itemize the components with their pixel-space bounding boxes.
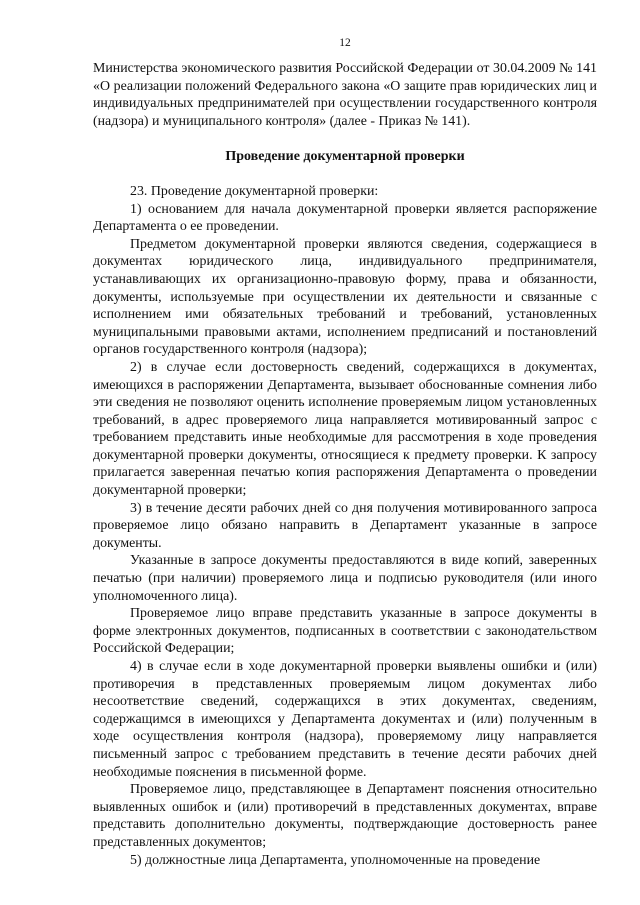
paragraph-item-5: 5) должностные лица Департамента, уполномоченные на проведение [130,852,541,868]
paragraph-item-2: 2) в случае если достоверность сведений, содержащихся в документах, имеющихся в распоряжении Департамента, вызывает обоснованные сомнения либо эти сведения не позволяют оценить исполнение проверяемым лицом установленных требований, в адрес проверяемого лица направляется мотивированный запрос с требованием представить иные необходимые для рассмотрения в ходе проведения документарной проверки документы, относящиеся к предмету проверки. К запросу прилагается заверенная печатью копия распоряжения Департамента о проведении документарной проверки; [93,359,597,499]
paragraph-explanations: Проверяемое лицо, представляющее в Департамент пояснения относительно выявленных ошибок и (или) противоречий в представленных документах, вправе представить дополнительно документы, подтверждающие достоверность ранее представленных документов; [93,782,597,850]
paragraph-electronic: Проверяемое лицо вправе представить указанные в запросе документы в форме электронных документов, подписанных в соответствии с законодательством Российской Федерации; [93,606,597,657]
intro-paragraph: Министерства экономического развития Российской Федерации от 30.04.2009 № 141 «О реализации положений Федерального закона «О защите прав юридических лиц и индивидуальных предпринимателей при осуществлении государственного контроля (надзора) и муниципального контроля» (далее - Приказ № 141). [93,61,597,129]
paragraph-item-3: 3) в течение десяти рабочих дней со дня получения мотивированного запроса проверяемое лицо обязано направить в Департамент указанные в запросе документы. [93,500,597,551]
paragraph-23-title: 23. Проведение документарной проверки: [130,183,379,199]
section-heading: Проведение документарной проверки [225,149,465,165]
paragraph-copies: Указанные в запросе документы предоставляются в виде копий, заверенных печатью (при наличии) проверяемого лица и подписью руководителя (или иного уполномоченного лица). [93,553,597,604]
page-number: 12 [339,37,351,49]
paragraph-item-4: 4) в случае если в ходе документарной проверки выявлены ошибки и (или) противоречия в представленных проверяемым лицом документах либо несоответствие сведений, содержащихся в этих документах, сведениям, содержащимся в имеющихся у Департамента документах и (или) полученным в ходе осуществления контроля (надзора), проверяемому лицу направляется письменный запрос с требованием представить в течение десяти рабочих дней необходимые пояснения в письменной форме. [93,659,597,780]
paragraph-item-1: 1) основанием для начала документарной проверки является распоряжение Департамента о ее проведении. [93,201,597,235]
paragraph-subject: Предметом документарной проверки являются сведения, содержащиеся в документах юридического лица, индивидуального предпринимателя, устанавливающих их организационно-правовую форму, права и обязанности, документы, используемые при осуществлении их деятельности и связанные с исполнением ими обязательных требований и требований, установленных муниципальными правовыми актами, исполнением предписаний и постановлений органов государственного контроля (надзора); [93,236,597,358]
